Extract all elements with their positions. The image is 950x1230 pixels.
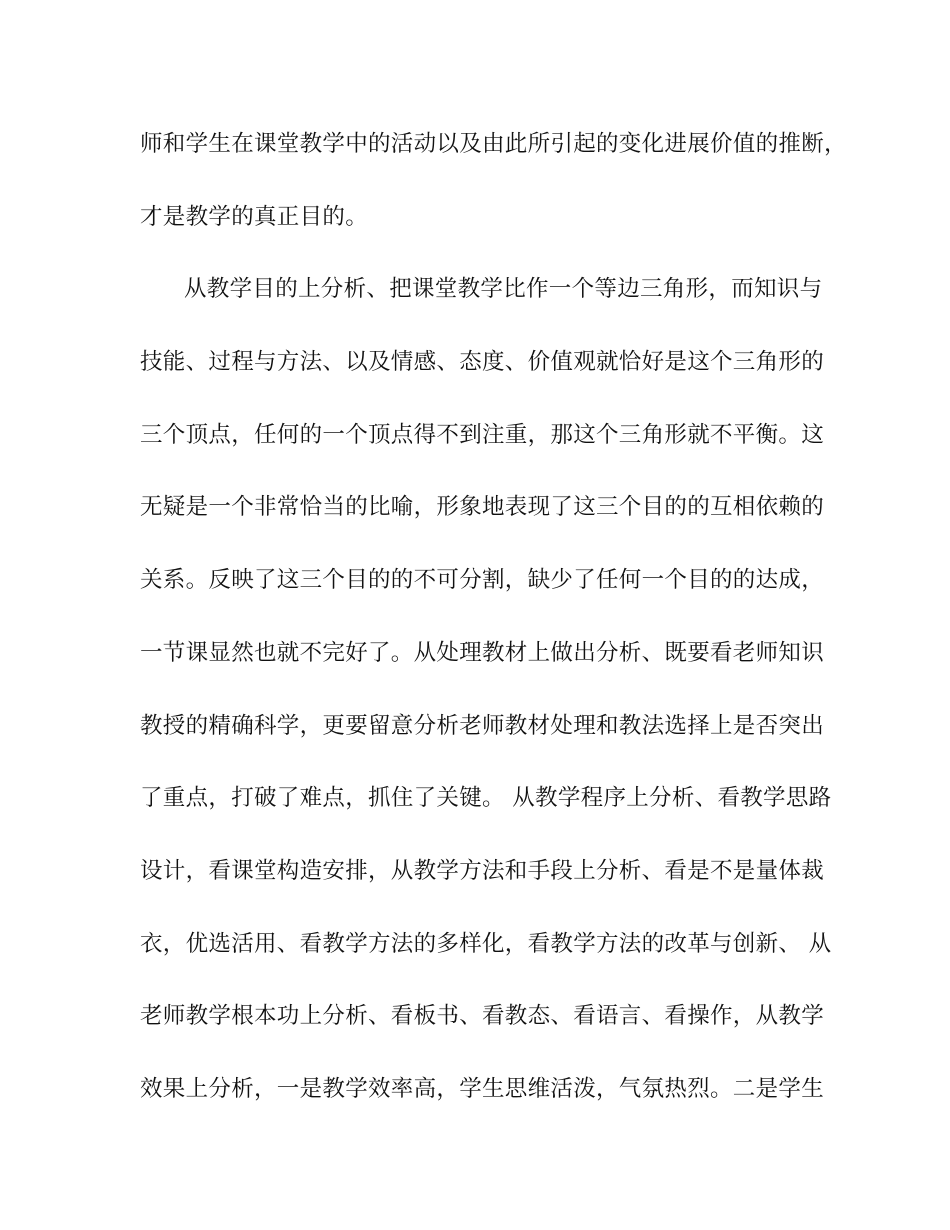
text-line-13: 老师教学根本功上分析、看板书、看教态、看语言、看操作，从教学 bbox=[140, 1003, 825, 1030]
body-text bbox=[140, 118, 847, 1136]
text-line-8: 一节课显然也就不完好了。从处理教材上做出分析、既要看老师知识 bbox=[140, 639, 825, 666]
text-line-10: 了重点，打破了难点，抓住了关键。 从教学程序上分析、看教学思路 bbox=[140, 785, 832, 812]
text-line-5: 三个顶点，任何的一个顶点得不到注重，那这个三角形就不平衡。这 bbox=[140, 421, 825, 448]
text-line-3: 从教学目的上分析、把课堂教学比作一个等边三角形，而知识与 bbox=[184, 276, 823, 303]
text-line-2: 才是教学的真正目的。 bbox=[140, 203, 369, 230]
text-line-9: 教授的精确科学，更要留意分析老师教材处理和教法选择上是否突出 bbox=[140, 712, 825, 739]
text-line-11: 设计，看课堂构造安排，从教学方法和手段上分析、看是不是量体裁 bbox=[140, 857, 825, 884]
text-line-7: 关系。反映了这三个目的的不可分割，缺少了任何一个目的的达成， bbox=[140, 567, 825, 594]
text-line-1: 师和学生在课堂教学中的活动以及由此所引起的变化进展价值的推断， bbox=[140, 131, 847, 157]
text-line-12: 衣，优选活用、看教学方法的多样化，看教学方法的改革与创新、 从 bbox=[140, 930, 832, 957]
text-line-14: 效果上分析，一是教学效率高，学生思维活泼，气氛热烈。二是学生 bbox=[140, 1075, 825, 1102]
text-line-6: 无疑是一个非常恰当的比喻，形象地表现了这三个目的的互相依赖的 bbox=[140, 494, 825, 521]
text-line-4: 技能、过程与方法、以及情感、态度、价值观就恰好是这个三角形的 bbox=[140, 349, 825, 376]
